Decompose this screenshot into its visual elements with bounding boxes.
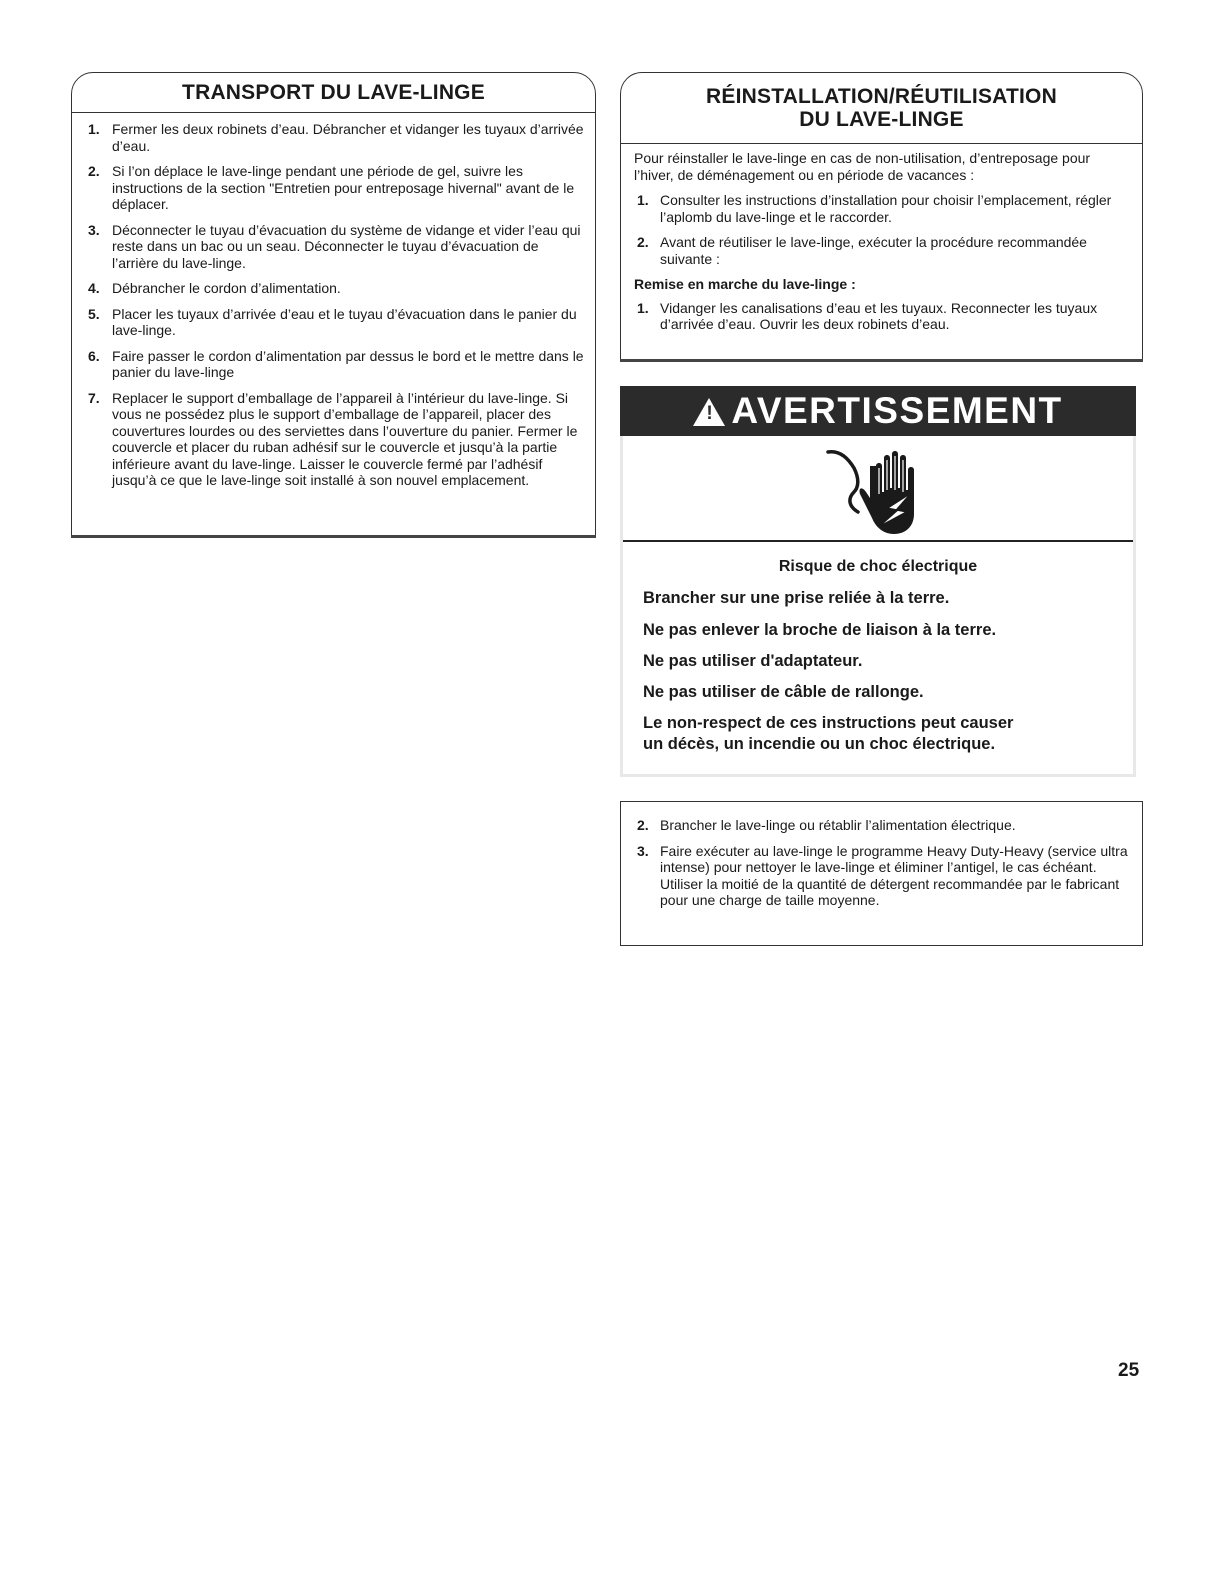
transport-step: 2. Si l’on déplace le lave-linge pendant une période de gel, suivre les instructions de la section "Entretien pour entreposage hivernal" avant de le déplacer.	[88, 163, 575, 212]
warning-line: Ne pas utiliser de câble de rallonge.	[643, 683, 924, 701]
warning-panel	[620, 386, 1136, 777]
reinstall-title	[621, 73, 1142, 144]
continuation-section	[620, 801, 1143, 946]
transport-title: TRANSPORT DU LAVE-LINGE	[72, 73, 595, 113]
warning-banner	[620, 386, 1136, 436]
warning-title: Risque de choc électrique	[778, 558, 978, 575]
continuation-step: 2. Brancher le lave-linge ou rétablir l’alimentation électrique.	[637, 817, 1016, 833]
electric-shock-hand-icon	[818, 436, 938, 540]
warning-line: Brancher sur une prise reliée à la terre.	[643, 589, 950, 607]
reinstall-section	[620, 72, 1143, 362]
restart-steps	[634, 300, 1132, 333]
transport-step: 7. Replacer le support d’emballage de l’appareil à l’intérieur du lave-linge. Si vous ne possédez plus le support d’emballage de l’appareil, placer des couvertures lourdes ou des serviettes dans l’ouverture du panier. Fermer le couvercle et placer du ruban adhésif sur le couvercle et jusqu’à la partie inférieure avant du lave-linge. Laisser le couvercle fermé par l’adhésif jusqu’à ce que le lave-linge soit installé à son nouvel emplacement.	[88, 389, 578, 488]
continuation-steps	[634, 817, 1132, 909]
box-bottom-rule	[71, 535, 596, 538]
transport-step: 3. Déconnecter le tuyau d’évacuation du système de vidange et vider l’eau qui reste dans un bac ou un seau. Déconnecter le tuyau d’évacuation de l’arrière du lave-linge.	[88, 221, 581, 271]
reinstall-title-line2: DU LAVE-LINGE	[799, 108, 964, 131]
warning-line: un décès, un incendie ou un choc électrique.	[643, 735, 996, 753]
reinstall-step: 2. Avant de réutiliser le lave-linge, exécuter la procédure recommandée suivante :	[637, 234, 1087, 267]
warning-line: Ne pas enlever la broche de liaison à la terre.	[643, 621, 997, 639]
box-bottom-rule	[620, 359, 1143, 362]
warning-triangle-icon	[693, 398, 725, 426]
warning-banner-text: AVERTISSEMENT	[731, 390, 1063, 431]
reinstall-steps	[634, 192, 1132, 267]
page-number: 25	[1118, 1360, 1140, 1381]
transport-step: 6. Faire passer le cordon d’alimentation par dessus le bord et le mettre dans le panier du lave-linge	[88, 347, 584, 380]
transport-section	[71, 72, 596, 538]
warning-line: Le non-respect de ces instructions peut causer	[643, 714, 1014, 732]
transport-step: 5. Placer les tuyaux d’arrivée d’eau et le tuyau d’évacuation dans le panier du lave-linge.	[88, 305, 577, 338]
reinstall-title-line1: RÉINSTALLATION/RÉUTILISATION	[706, 85, 1057, 108]
continuation-step: 3. Faire exécuter au lave-linge le programme Heavy Duty-Heavy (service ultra intense) pour nettoyer le lave-linge et éliminer l’antigel, le cas échéant. Utiliser la moitié de la quantité de détergent recommandée par le fabricant pour une charge de taille moyenne.	[637, 842, 1128, 908]
warning-line: Ne pas utiliser d'adaptateur.	[643, 652, 863, 670]
transport-step: 1. Fermer les deux robinets d’eau. Débrancher et vidanger les tuyaux d’arrivée d’eau.	[88, 121, 584, 154]
shock-icon-area	[623, 436, 1133, 542]
warning-text-area	[623, 542, 1133, 774]
transport-step: 4. Débrancher le cordon d’alimentation.	[88, 280, 341, 296]
restart-subheading: Remise en marche du lave-linge :	[634, 276, 856, 292]
transport-steps	[88, 121, 585, 489]
reinstall-step: 1. Consulter les instructions d’installation pour choisir l’emplacement, régler l’aplomb du lave-linge et le raccorder.	[637, 192, 1112, 225]
reinstall-intro: Pour réinstaller le lave-linge en cas de non-utilisation, d’entreposage pour l’hiver, de déménagement ou en période de vacances :	[634, 150, 1091, 183]
restart-step: 1. Vidanger les canalisations d’eau et les tuyaux. Reconnecter les tuyaux d’arrivée d’eau. Ouvrir les deux robinets d’eau.	[637, 299, 1098, 332]
